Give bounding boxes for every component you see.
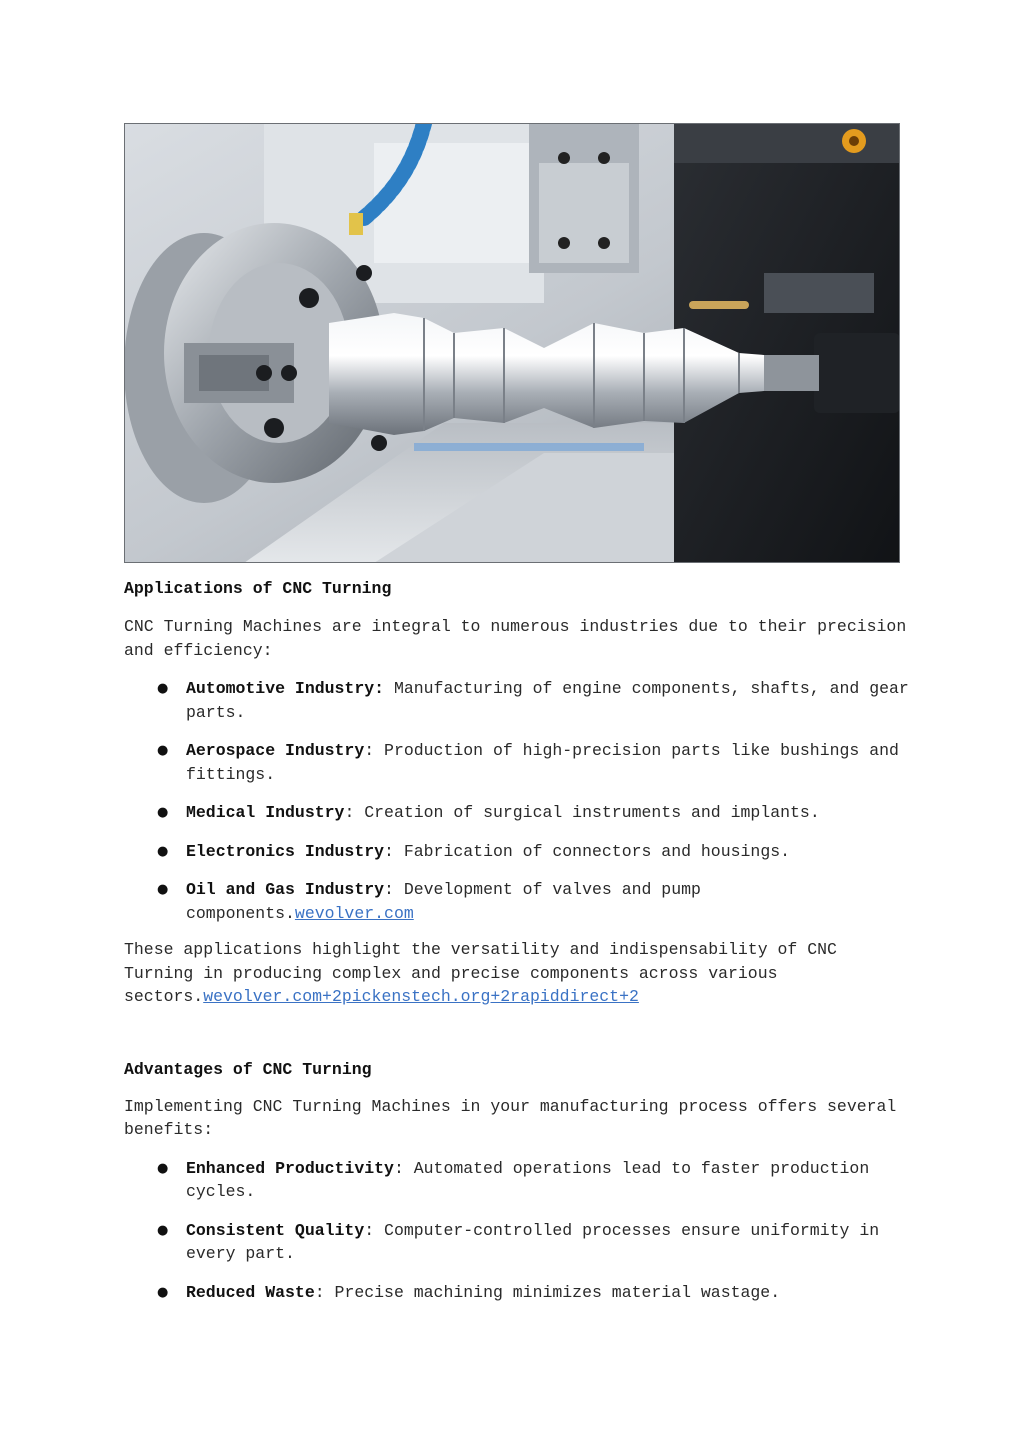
bullet-icon: ●: [157, 1284, 169, 1300]
applications-heading: Applications of CNC Turning: [124, 579, 392, 598]
list-item: [124, 1219, 914, 1266]
cnc-lathe-photo: [124, 123, 900, 563]
item-text: Production of high-precision parts like bushings and fittings.: [186, 741, 899, 784]
bullet-icon: ●: [157, 1222, 169, 1238]
item-text: Creation of surgical instruments and implants.: [354, 803, 820, 822]
item-text: Fabrication of connectors and housings.: [393, 841, 791, 861]
summary-text: These applications highlight the versatility and indispensability of CNC Turning in producing complex and precise components across various sectors.: [124, 940, 837, 1006]
item-term: Oil and Gas Industry: [186, 880, 385, 899]
applications-summary: [124, 938, 914, 1009]
list-item: [124, 801, 914, 825]
item-sep: :: [364, 741, 375, 760]
list-item: [124, 1281, 914, 1305]
applications-list: [124, 677, 914, 925]
sources-link[interactable]: wevolver.com+2pickenstech.org+2rapiddirect+2: [203, 987, 639, 1006]
list-item: [124, 677, 914, 724]
item-term: Consistent Quality: [186, 1220, 365, 1240]
bullet-icon: ●: [157, 743, 169, 758]
source-link[interactable]: wevolver.com: [294, 903, 414, 923]
bullet-icon: ●: [157, 843, 169, 859]
list-item: [124, 840, 914, 864]
advantages-list: [124, 1157, 914, 1305]
bullet-icon: ●: [157, 681, 169, 696]
item-sep: :: [314, 1282, 325, 1302]
item-text: Automated operations lead to faster production cycles.: [186, 1158, 870, 1201]
item-sep: :: [393, 1158, 404, 1178]
advantages-heading: Advantages of CNC Turning: [124, 1059, 372, 1079]
item-text: Manufacturing of engine components, shafts, and gear parts.: [186, 679, 909, 722]
list-item: [124, 878, 914, 925]
advantages-intro: Implementing CNC Turning Machines in your manufacturing process offers several benefits:: [124, 1096, 897, 1139]
item-term: Enhanced Productivity: [186, 1158, 394, 1178]
item-text: Precise machining minimizes material wastage.: [324, 1282, 781, 1302]
bullet-icon: ●: [157, 1160, 169, 1176]
list-item: [124, 1157, 914, 1204]
item-sep: :: [384, 841, 394, 861]
item-term: Electronics Industry: [186, 841, 385, 861]
item-term: Aerospace Industry: [186, 741, 365, 760]
item-sep: :: [364, 1220, 375, 1240]
list-item: [124, 739, 914, 786]
item-sep: :: [374, 679, 385, 698]
item-sep: :: [384, 880, 394, 899]
item-text: Computer-controlled processes ensure uniformity in every part.: [186, 1220, 880, 1263]
bullet-icon: ●: [157, 805, 169, 820]
bullet-icon: ●: [157, 882, 169, 897]
item-sep: :: [344, 803, 355, 822]
item-term: Reduced Waste: [186, 1282, 315, 1302]
item-term: Automotive Industry: [186, 679, 375, 698]
applications-intro: CNC Turning Machines are integral to numerous industries due to their precision and efficiency:: [124, 617, 907, 660]
item-term: Medical Industry: [186, 803, 345, 822]
document-page: [124, 123, 914, 1304]
item-text: Development of valves and pump components.: [186, 880, 701, 923]
